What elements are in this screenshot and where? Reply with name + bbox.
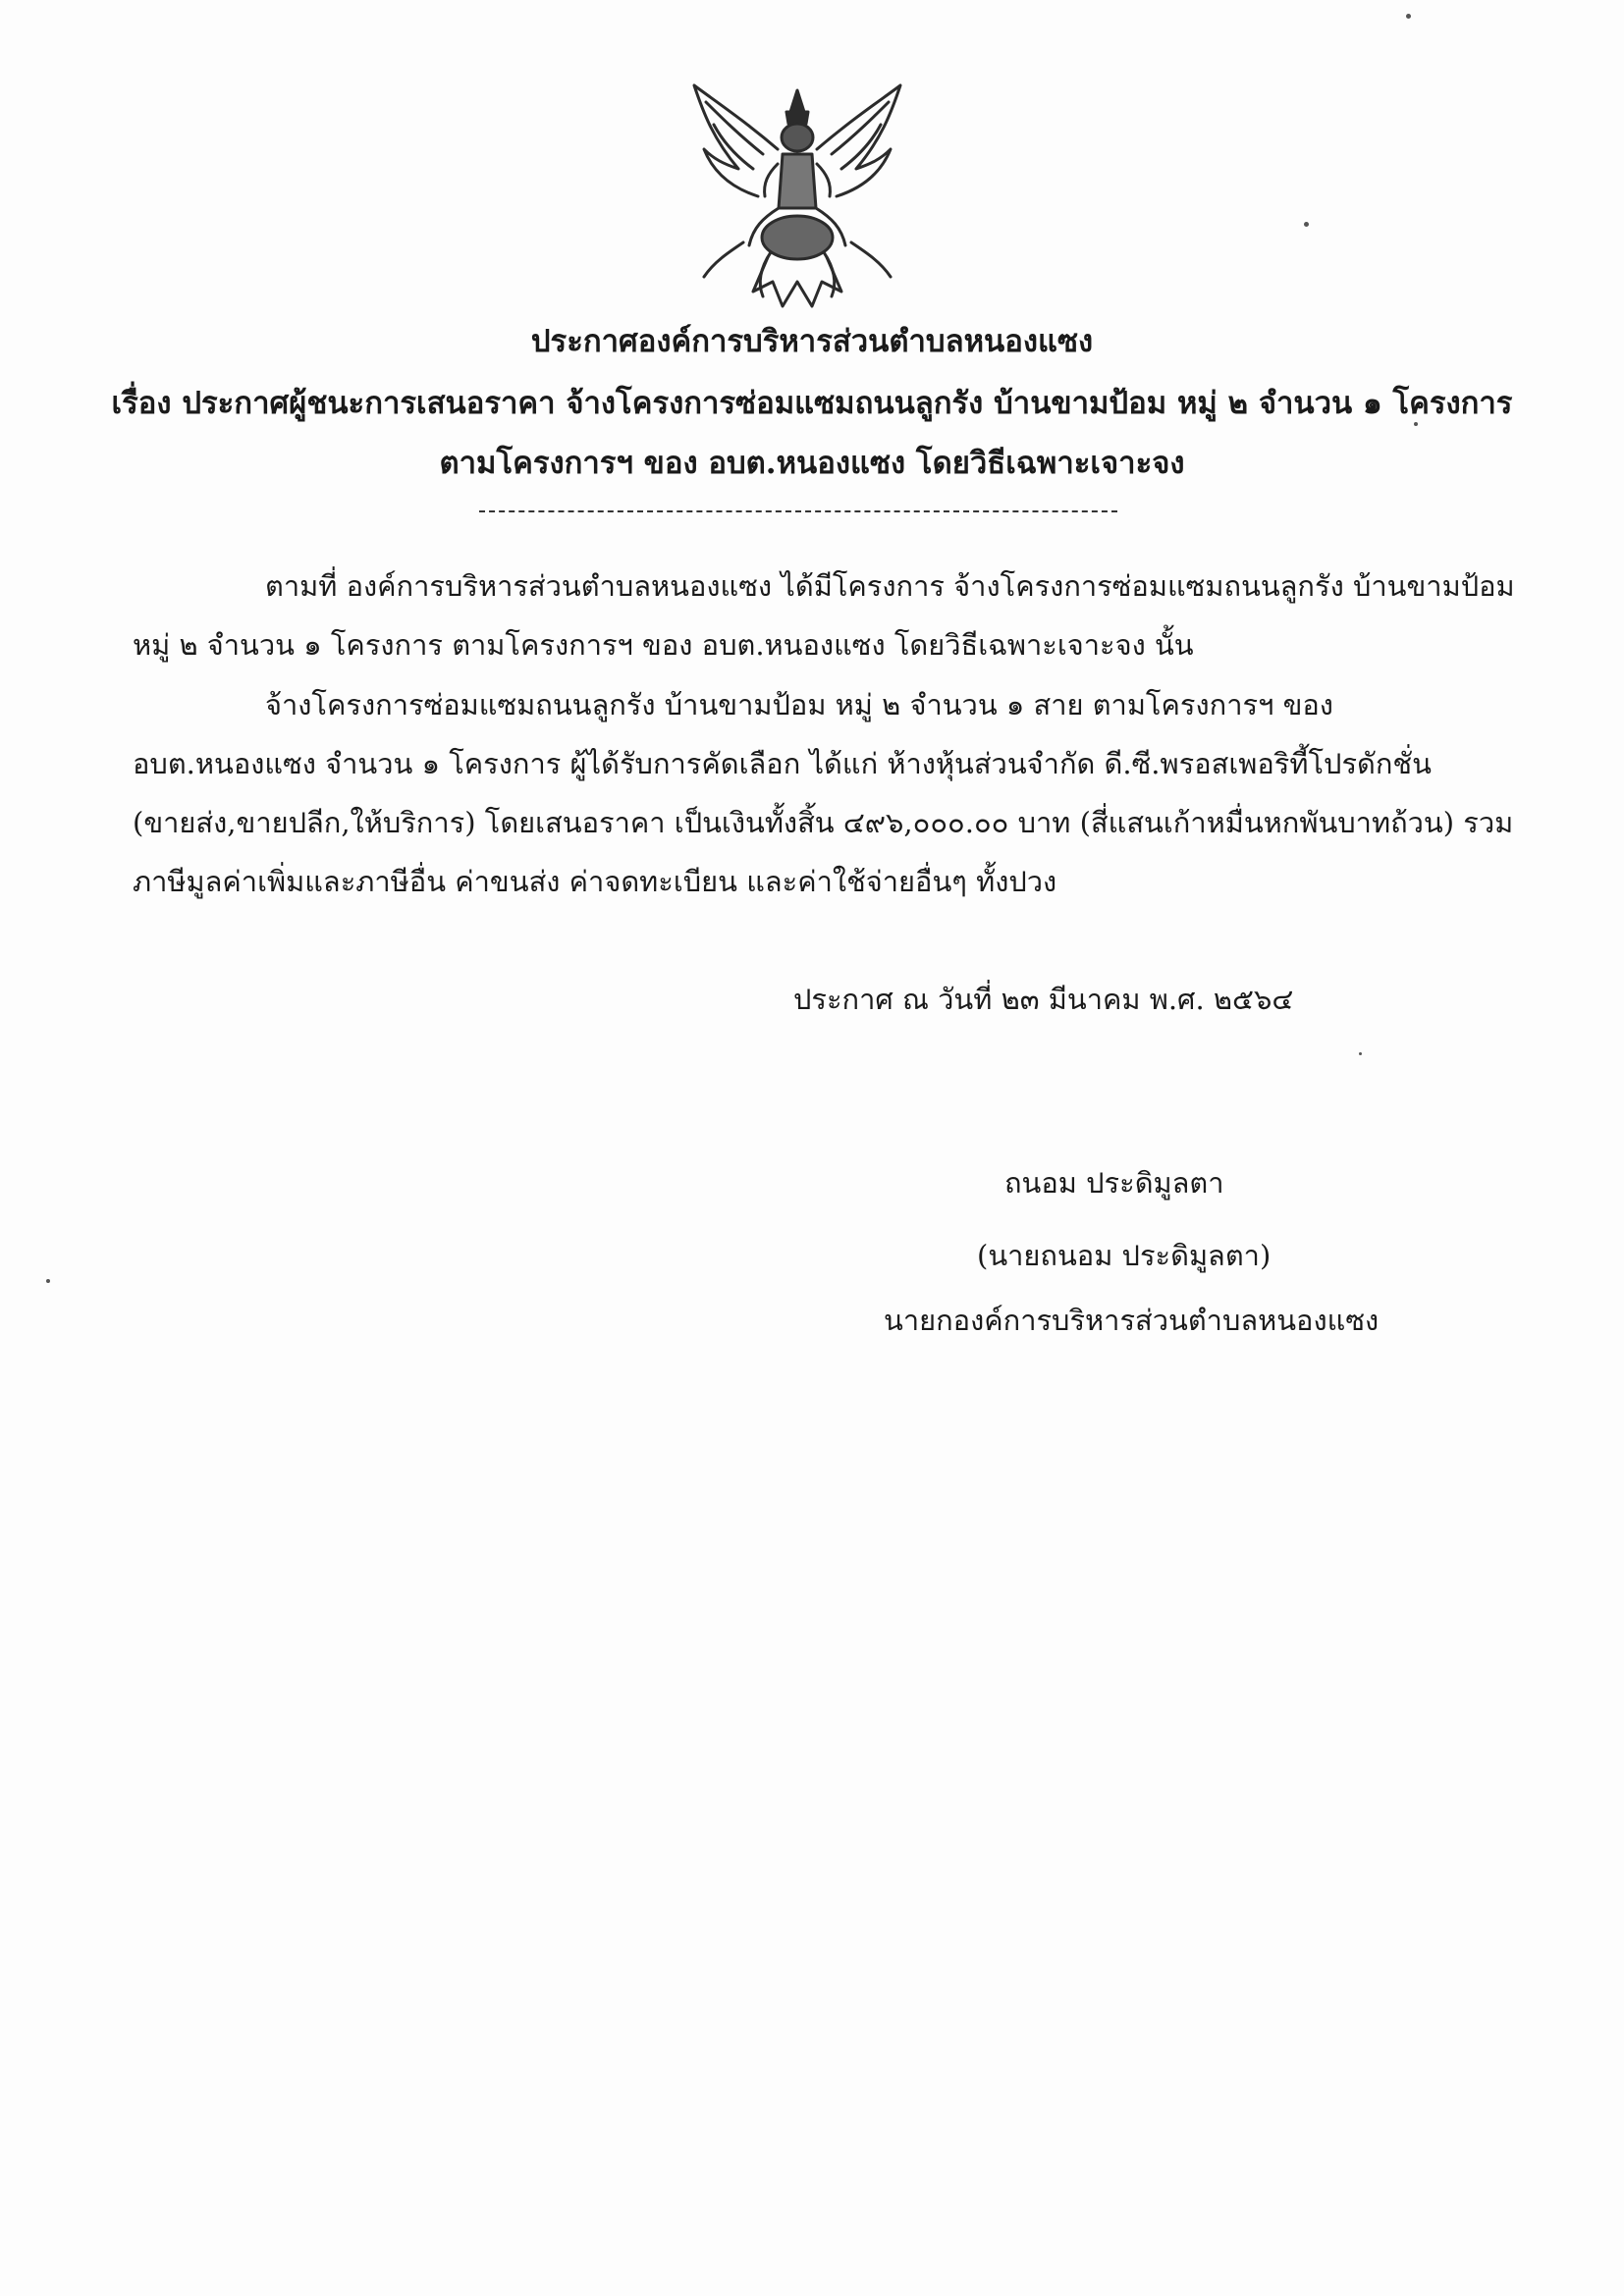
body-line: ภาษีมูลค่าเพิ่มและภาษีอื่น ค่าขนส่ง ค่าจดทะเบียน และค่าใช้จ่ายอื่นๆ ทั้งปวง <box>133 865 1057 898</box>
scan-speck <box>1406 14 1411 19</box>
signature-fullname: (นายถนอม ประดิมูลตา) <box>977 1239 1272 1272</box>
body-line: จ้างโครงการซ่อมแซมถนนลูกรัง บ้านขามป้อม หมู่ ๒ จำนวน ๑ สาย ตามโครงการฯ ของ <box>265 688 1333 721</box>
body-line: หมู่ ๒ จำนวน ๑ โครงการ ตามโครงการฯ ของ อบต.หนองแซง โดยวิธีเฉพาะเจาะจง นั้น <box>133 628 1194 662</box>
announcement-subject-line-1: เรื่อง ประกาศผู้ชนะการเสนอราคา จ้างโครงการซ่อมแซมถนนลูกรัง บ้านขามป้อม หมู่ ๒ จำนวน ๑ โครงการ <box>111 386 1513 421</box>
announcement-date: ประกาศ ณ วันที่ ๒๓ มีนาคม พ.ศ. ๒๕๖๔ <box>793 983 1294 1016</box>
scan-speck <box>1359 1052 1362 1055</box>
scan-speck <box>1304 222 1309 227</box>
scan-speck <box>46 1279 50 1283</box>
dashed-separator <box>479 510 1117 512</box>
announcement-subject-line-2: ตามโครงการฯ ของ อบต.หนองแซง โดยวิธีเฉพาะเจาะจง <box>439 446 1185 481</box>
body-line: อบต.หนองแซง จำนวน ๑ โครงการ ผู้ได้รับการคัดเลือก ได้แก่ ห้างหุ้นส่วนจำกัด ดี.ซี.พรอสเพอริที้โปรดักชั่น <box>133 747 1432 780</box>
announcement-heading: ประกาศองค์การบริหารส่วนตำบลหนองแซง <box>530 324 1094 359</box>
signature-title: นายกองค์การบริหารส่วนตำบลหนองแซง <box>884 1304 1380 1337</box>
scan-speck <box>1414 422 1418 426</box>
garuda-emblem-icon <box>684 80 910 316</box>
body-line: ตามที่ องค์การบริหารส่วนตำบลหนองแซง ได้มีโครงการ จ้างโครงการซ่อมแซมถนนลูกรัง บ้านขามป้อม <box>265 569 1515 603</box>
body-line: (ขายส่ง,ขายปลีก,ให้บริการ) โดยเสนอราคา เป็นเงินทั้งสิ้น ๔๙๖,๐๐๐.๐๐ บาท (สี่แสนเก้าหมื่นหกพันบาทถ้วน) รวม <box>133 806 1514 839</box>
signature-name: ถนอม ประดิมูลตา <box>1004 1166 1224 1200</box>
